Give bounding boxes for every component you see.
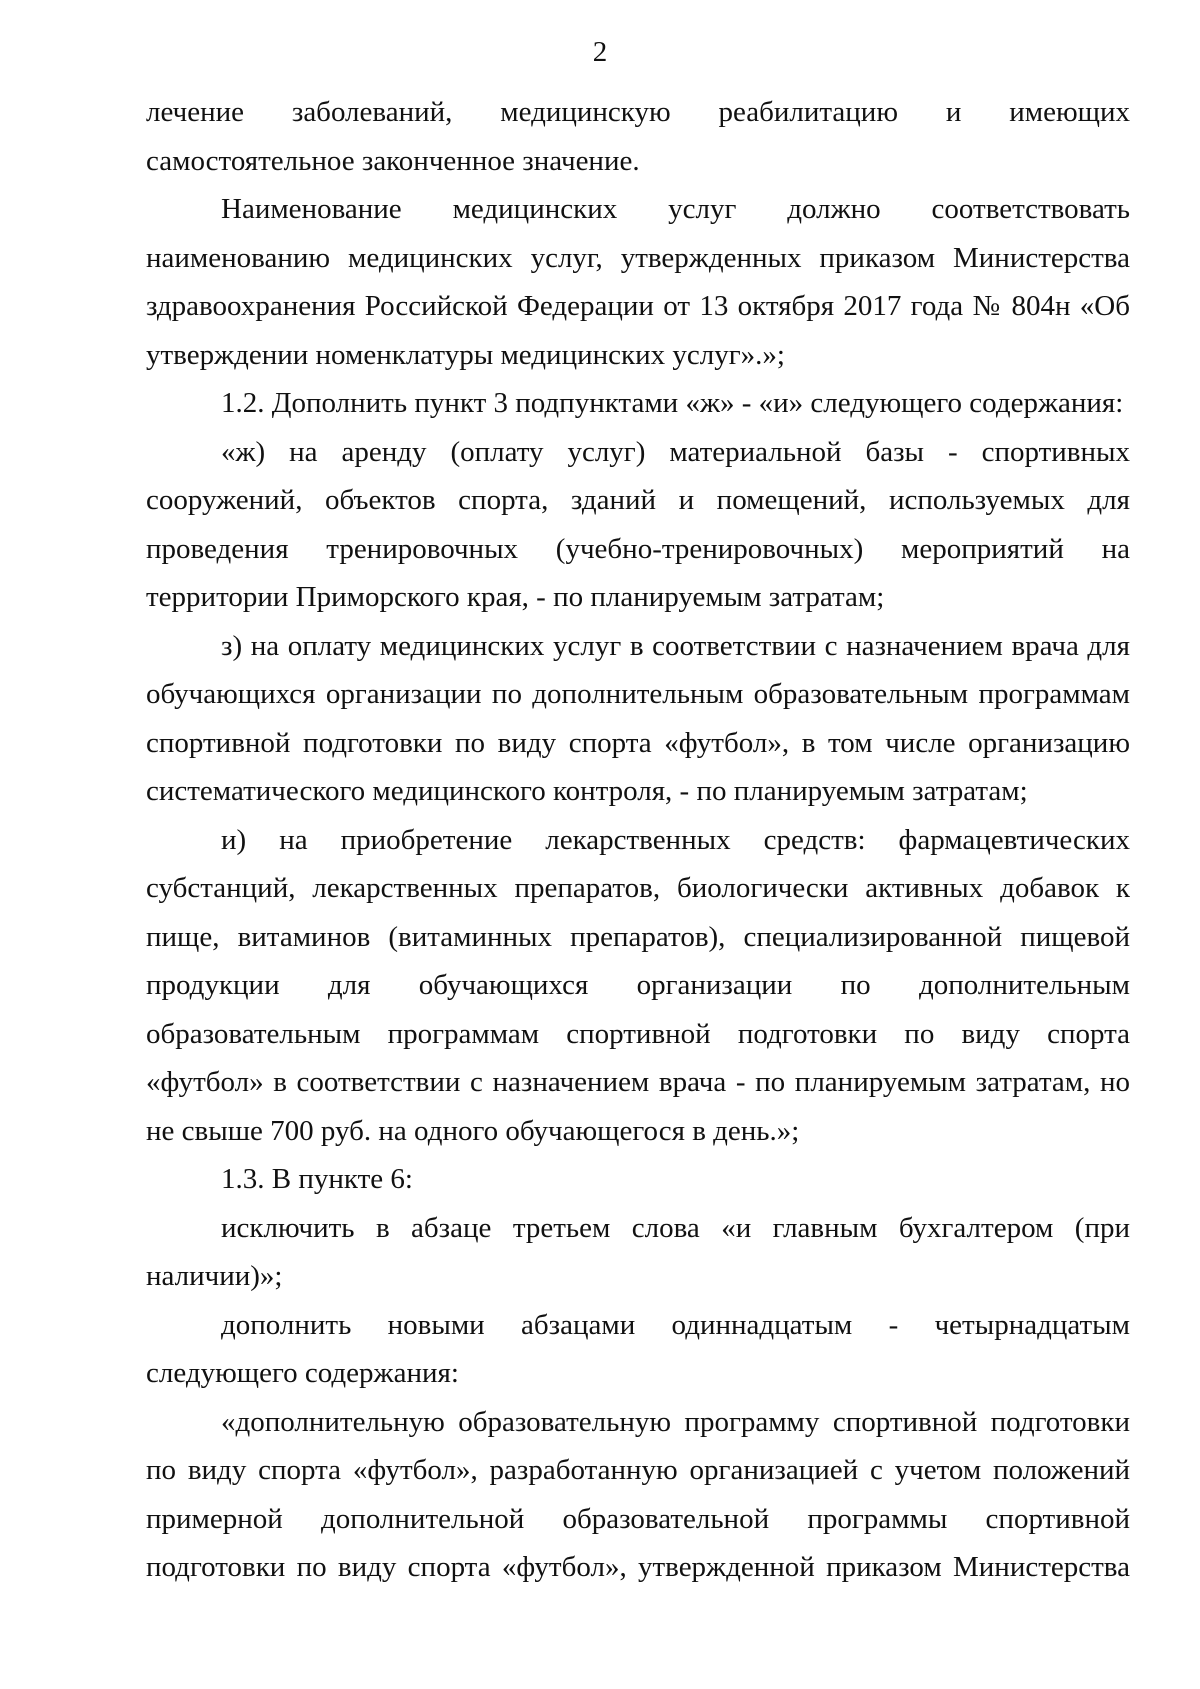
- paragraph-subitem-zh: «ж) на аренду (оплату услуг) материальной базы - спортивных сооружений, объектов спорта, зданий и помещений, используемых для проведения тренировочных (учебно-тренировочных) мероприятий на территории Приморского края, - по планируемым затратам;: [146, 435, 1130, 613]
- paragraph-service-naming: Наименование медицинских услуг должно соответствовать наименованию медицинских услуг, утвержденных приказом Министерства здравоохранения Российской Федерации от 13 октября 2017 года № 804н «Об утверждении номенклатуры медицинских услуг».»;: [146, 193, 1130, 371]
- paragraph-exclude-words: исключить в абзаце третьем слова «и главным бухгалтером (при наличии)»;: [146, 1211, 1130, 1292]
- document-body: [146, 88, 1130, 1592]
- paragraph-item-1-3: 1.3. В пункте 6:: [221, 1163, 413, 1195]
- paragraph-add-paragraphs: дополнить новыми абзацами одиннадцатым - четырнадцатым следующего содержания:: [146, 1308, 1130, 1389]
- paragraph-item-1-2: 1.2. Дополнить пункт 3 подпунктами «ж» - «и» следующего содержания:: [221, 387, 1124, 419]
- paragraph-subitem-i: и) на приобретение лекарственных средств: фармацевтических субстанций, лекарственных препаратов, биологически активных добавок к пище, витаминов (витаминных препаратов), специализированной пищевой продукции для обучающихся организации по дополнительным образовательным программам спортивной подготовки по виду спорта «футбол» в соответствии с назначением врача - по планируемым затратам, но не свыше 700 руб. на одного обучающегося в день.»;: [146, 823, 1130, 1147]
- paragraph-continuation: лечение заболеваний, медицинскую реабилитацию и имеющих самостоятельное законченное значение.: [146, 96, 1130, 177]
- paragraph-program-text: «дополнительную образовательную программу спортивной подготовки по виду спорта «футбол», разработанную организацией с учетом положений примерной дополнительной образовательной программы спортивной подготовки по виду спорта «футбол», утвержденной приказом Министерства: [146, 1405, 1130, 1583]
- paragraph-subitem-z: з) на оплату медицинских услуг в соответствии с назначением врача для обучающихся организации по дополнительным образовательным программам спортивной подготовки по виду спорта «футбол», в том числе организацию систематического медицинского контроля, - по планируемым затратам;: [146, 629, 1130, 807]
- page-number: 2: [592, 36, 608, 68]
